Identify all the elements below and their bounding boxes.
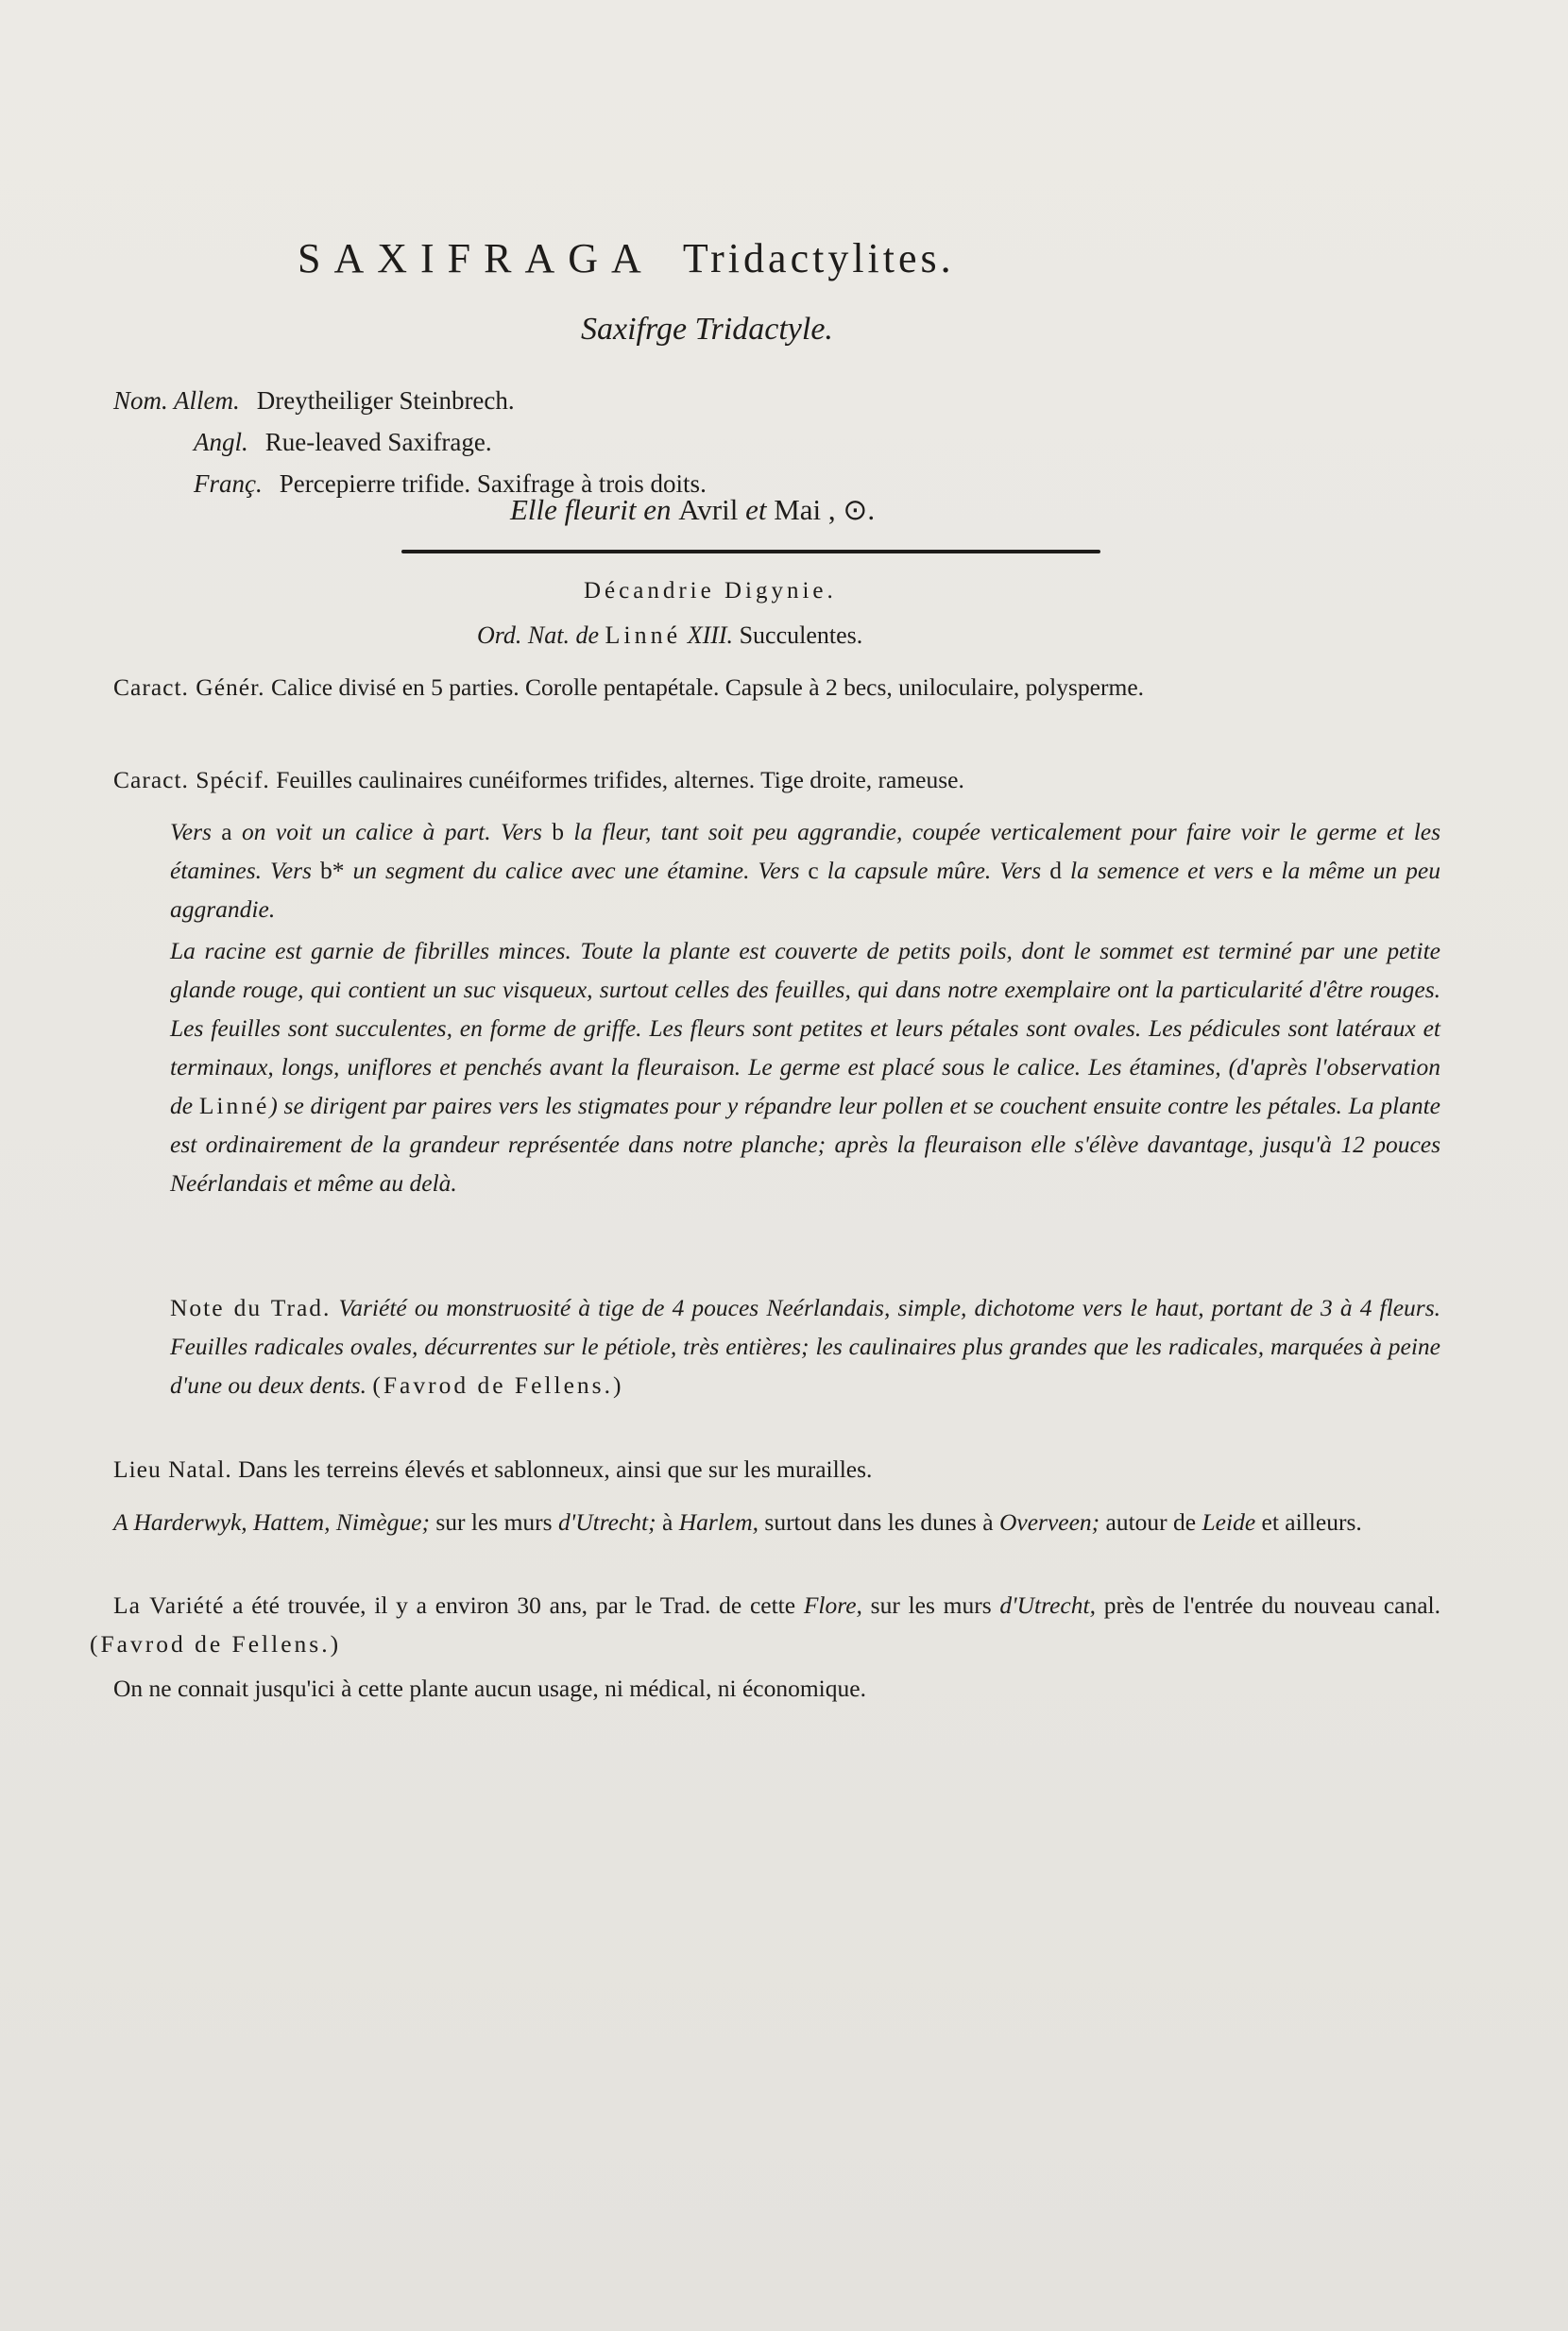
angl-label: Angl. xyxy=(194,428,248,456)
generic-text: Calice divisé en 5 parties. Corolle pentapétale. Capsule à 2 becs, uniloculaire, polysperme. xyxy=(270,673,1145,701)
angl-value: Rue-leaved Saxifrage. xyxy=(264,428,492,456)
species-name: Tridactylites. xyxy=(682,235,955,281)
linnaean-class: Décandrie Digynie. xyxy=(584,578,837,604)
lieu-label: Lieu Natal. xyxy=(113,1455,232,1483)
name-row-allem xyxy=(113,380,707,421)
french-title: Saxifrge Tridactyle. xyxy=(581,312,833,347)
description-paragraph: La racine est garnie de fibrilles minces. Toute la plante est couverte de petits poils, dont le sommet est terminé par une petite glande rouge, qui contient un suc visqueux, surtout celles des feuilles, qui dans notre exemplaire ont la particularité d'être rouges. Les feuilles sont succulentes, en forme de griffe. Les fleurs sont petites et leurs pétales sont ovales. Les pédicules sont latéraux et terminaux, longs, uniflores et penchés avant la fleuraison. Le germe est placé sous le calice. Les étamines, (d'après l'observation de Linné) se dirigent par paires vers les stigmates pour y répandre leur pollen et se couchent ensuite contre les pétales. La plante est ordinairement de la grandeur représentée dans notre planche; après la fleuraison elle s'élève davantage, jusqu'à 12 pouces Neérlandais et même au delà. xyxy=(170,937,1441,1197)
note-text: Variété ou monstruosité à tige de 4 pouces Neérlandais, simple, dichotome vers le haut, portant de 3 à 4 fleurs. Feuilles radicales ovales, décurrentes sur le pétiole, très entières; les caulinaires plus grandes que les radicales, marquées à peine d'une ou deux dents. xyxy=(170,1294,1440,1399)
genus-name: SAXIFRAGA xyxy=(298,235,655,281)
native-habitat xyxy=(90,1451,1440,1489)
specific-text: Feuilles caulinaires cunéiformes trifides, alternes. Tige droite, rameuse. xyxy=(276,766,964,793)
note-label: Note du Trad. xyxy=(170,1294,332,1321)
translator-note xyxy=(170,1288,1440,1404)
specific-character xyxy=(90,761,1440,800)
generic-label: Caract. Génér. xyxy=(113,673,265,701)
allem-value: Dreytheiliger Steinbrech. xyxy=(256,386,515,415)
localities-paragraph: A Harderwyk, Hattem, Nimègue; sur les murs d'Utrecht; à Harlem, surtout dans les dunes à Overveen; autour de Leide et ailleurs. xyxy=(113,1508,1362,1536)
annual-symbol: ⊙. xyxy=(843,493,876,526)
generic-character xyxy=(90,669,1440,707)
name-row-angl xyxy=(113,421,707,463)
common-names xyxy=(113,380,707,504)
lieu-text: Dans les terreins élevés et sablonneux, ainsi que sur les murailles. xyxy=(238,1455,873,1483)
franc-label: Franç. xyxy=(194,469,263,498)
usage-paragraph: On ne connait jusqu'ici à cette plante aucun usage, ni médical, ni économique. xyxy=(113,1675,866,1702)
page-title xyxy=(298,234,955,282)
flowering-line: Elle fleurit en Avril et Mai , ⊙. xyxy=(510,493,876,526)
franc-value: Percepierre trifide. Saxifrage à trois doits. xyxy=(279,469,707,498)
variety-paragraph: La Variété a été trouvée, il y a environ 30 ans, par le Trad. de cette Flore, sur les murs d'Utrecht, près de l'entrée du nouveau canal. (Favrod de Fellens.) xyxy=(90,1591,1441,1658)
divider-rule xyxy=(401,550,1100,553)
natural-order: Ord. Nat. de Linné XIII. Succulentes. xyxy=(477,621,863,649)
figure-legend: Vers a on voit un calice à part. Vers b la fleur, tant soit peu aggrandie, coupée verticalement pour faire voir le germe et les étamines. Vers b* un segment du calice avec une étamine. Vers c la capsule mûre. Vers d la semence et vers e la même un peu aggrandie. xyxy=(170,818,1441,923)
specific-label: Caract. Spécif. xyxy=(113,766,270,793)
allem-label: Nom. Allem. xyxy=(113,386,240,415)
note-signature: (Favrod de Fellens.) xyxy=(372,1371,624,1399)
